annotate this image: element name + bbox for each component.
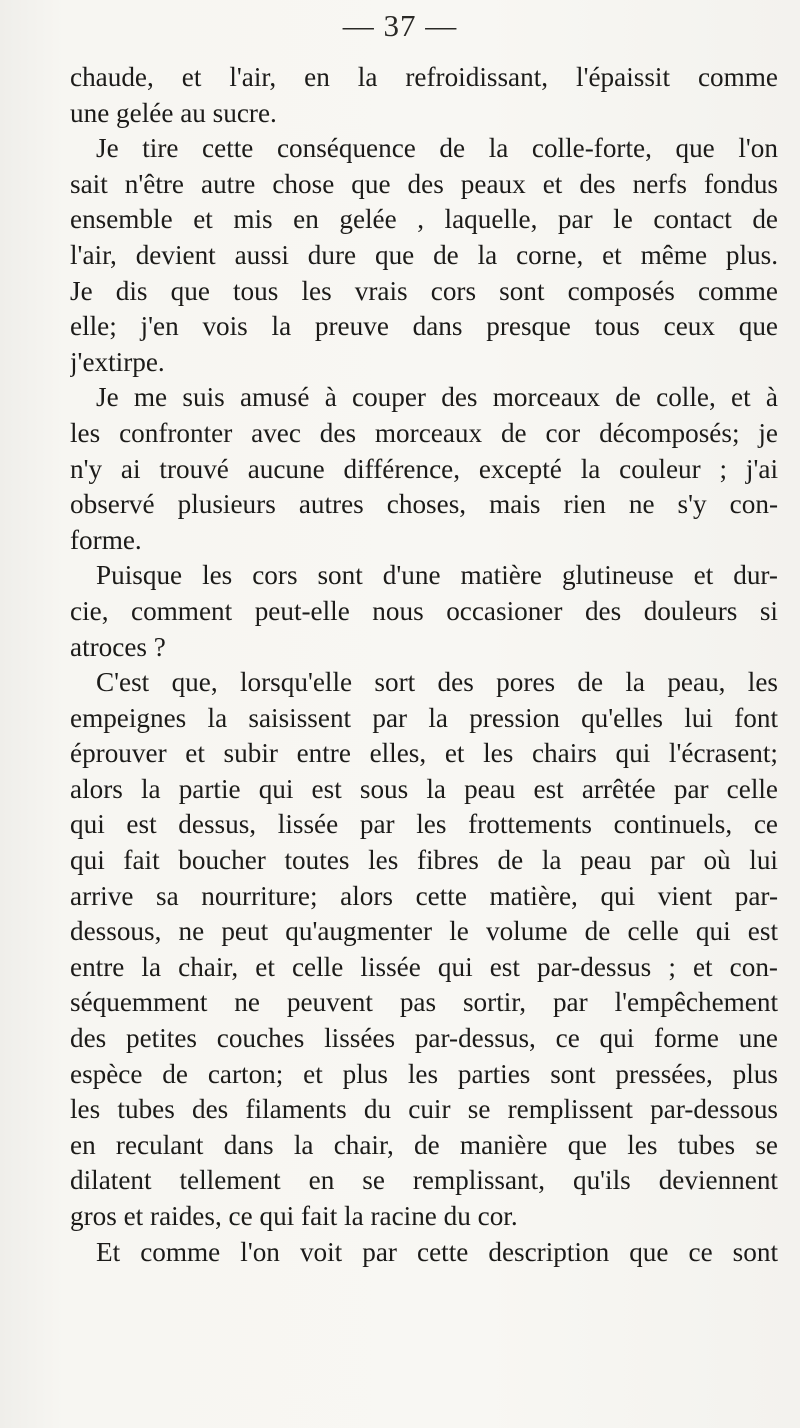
text-line: qui fait boucher toutes les fibres de la peau par où lui bbox=[70, 845, 778, 876]
text-line: empeignes la saisissent par la pression qu'elles lui font bbox=[70, 702, 778, 733]
text-line: l'air, devient aussi dure que de la corne, et même plus. bbox=[70, 239, 778, 270]
text-line: dilatent tellement en se remplissant, qu'ils deviennent bbox=[70, 1165, 778, 1196]
page-number: — 37 — bbox=[342, 8, 458, 43]
text-line: dessous, ne peut qu'augmenter le volume de celle qui est bbox=[70, 916, 778, 947]
text-line: ensemble et mis en gelée , laquelle, par le contact de bbox=[70, 204, 778, 235]
body-text bbox=[70, 60, 778, 1270]
text-line: des petites couches lissées par-dessus, ce qui forme une bbox=[70, 1023, 778, 1054]
text-line: les confronter avec des morceaux de cor décomposés; je bbox=[70, 417, 778, 448]
text-line: chaude, et l'air, en la refroidissant, l'épaissit comme bbox=[70, 62, 778, 92]
text-line: atroces ? bbox=[70, 631, 166, 662]
text-line: Je tire cette conséquence de la colle-forte, que l'on bbox=[96, 133, 778, 164]
text-line: Je me suis amusé à couper des morceaux de colle, et à bbox=[96, 382, 778, 413]
text-line: Et comme l'on voit par cette description que ce sont bbox=[96, 1236, 778, 1267]
text-line: alors la partie qui est sous la peau est arrêtée par celle bbox=[70, 773, 778, 804]
text-line: n'y ai trouvé aucune différence, excepté la couleur ; j'ai bbox=[70, 453, 778, 484]
text-line: en reculant dans la chair, de manière que les tubes se bbox=[70, 1129, 778, 1160]
text-line: sait n'être autre chose que des peaux et des nerfs fondus bbox=[70, 168, 778, 199]
text-line: elle; j'en vois la preuve dans presque tous ceux que bbox=[70, 311, 778, 342]
text-line: arrive sa nourriture; alors cette matière, qui vient par- bbox=[70, 880, 778, 911]
text-line: espèce de carton; et plus les parties sont pressées, plus bbox=[70, 1058, 778, 1089]
text-line: gros et raides, ce qui fait la racine du cor. bbox=[70, 1201, 518, 1231]
text-line: j'extirpe. bbox=[70, 346, 165, 377]
text-line: observé plusieurs autres choses, mais rien ne s'y con- bbox=[70, 489, 778, 520]
text-line: qui est dessus, lissée par les frottements continuels, ce bbox=[70, 809, 778, 840]
text-line: éprouver et subir entre elles, et les chairs qui l'écrasent; bbox=[70, 738, 778, 769]
text-line: C'est que, lorsqu'elle sort des pores de la peau, les bbox=[96, 667, 778, 698]
text-line: les tubes des filaments du cuir se remplissent par-dessous bbox=[70, 1094, 778, 1125]
text-line: Je dis que tous les vrais cors sont composés comme bbox=[70, 275, 778, 306]
text-line: cie, comment peut-elle nous occasioner des douleurs si bbox=[70, 595, 778, 626]
text-line: Puisque les cors sont d'une matière glutineuse et dur- bbox=[96, 560, 778, 591]
text-line: entre la chair, et celle lissée qui est par-dessus ; et con- bbox=[70, 951, 778, 982]
text-line: une gelée au sucre. bbox=[70, 97, 277, 128]
text-line: séquemment ne peuvent pas sortir, par l'empêchement bbox=[70, 987, 778, 1018]
text-line: forme. bbox=[70, 524, 142, 555]
